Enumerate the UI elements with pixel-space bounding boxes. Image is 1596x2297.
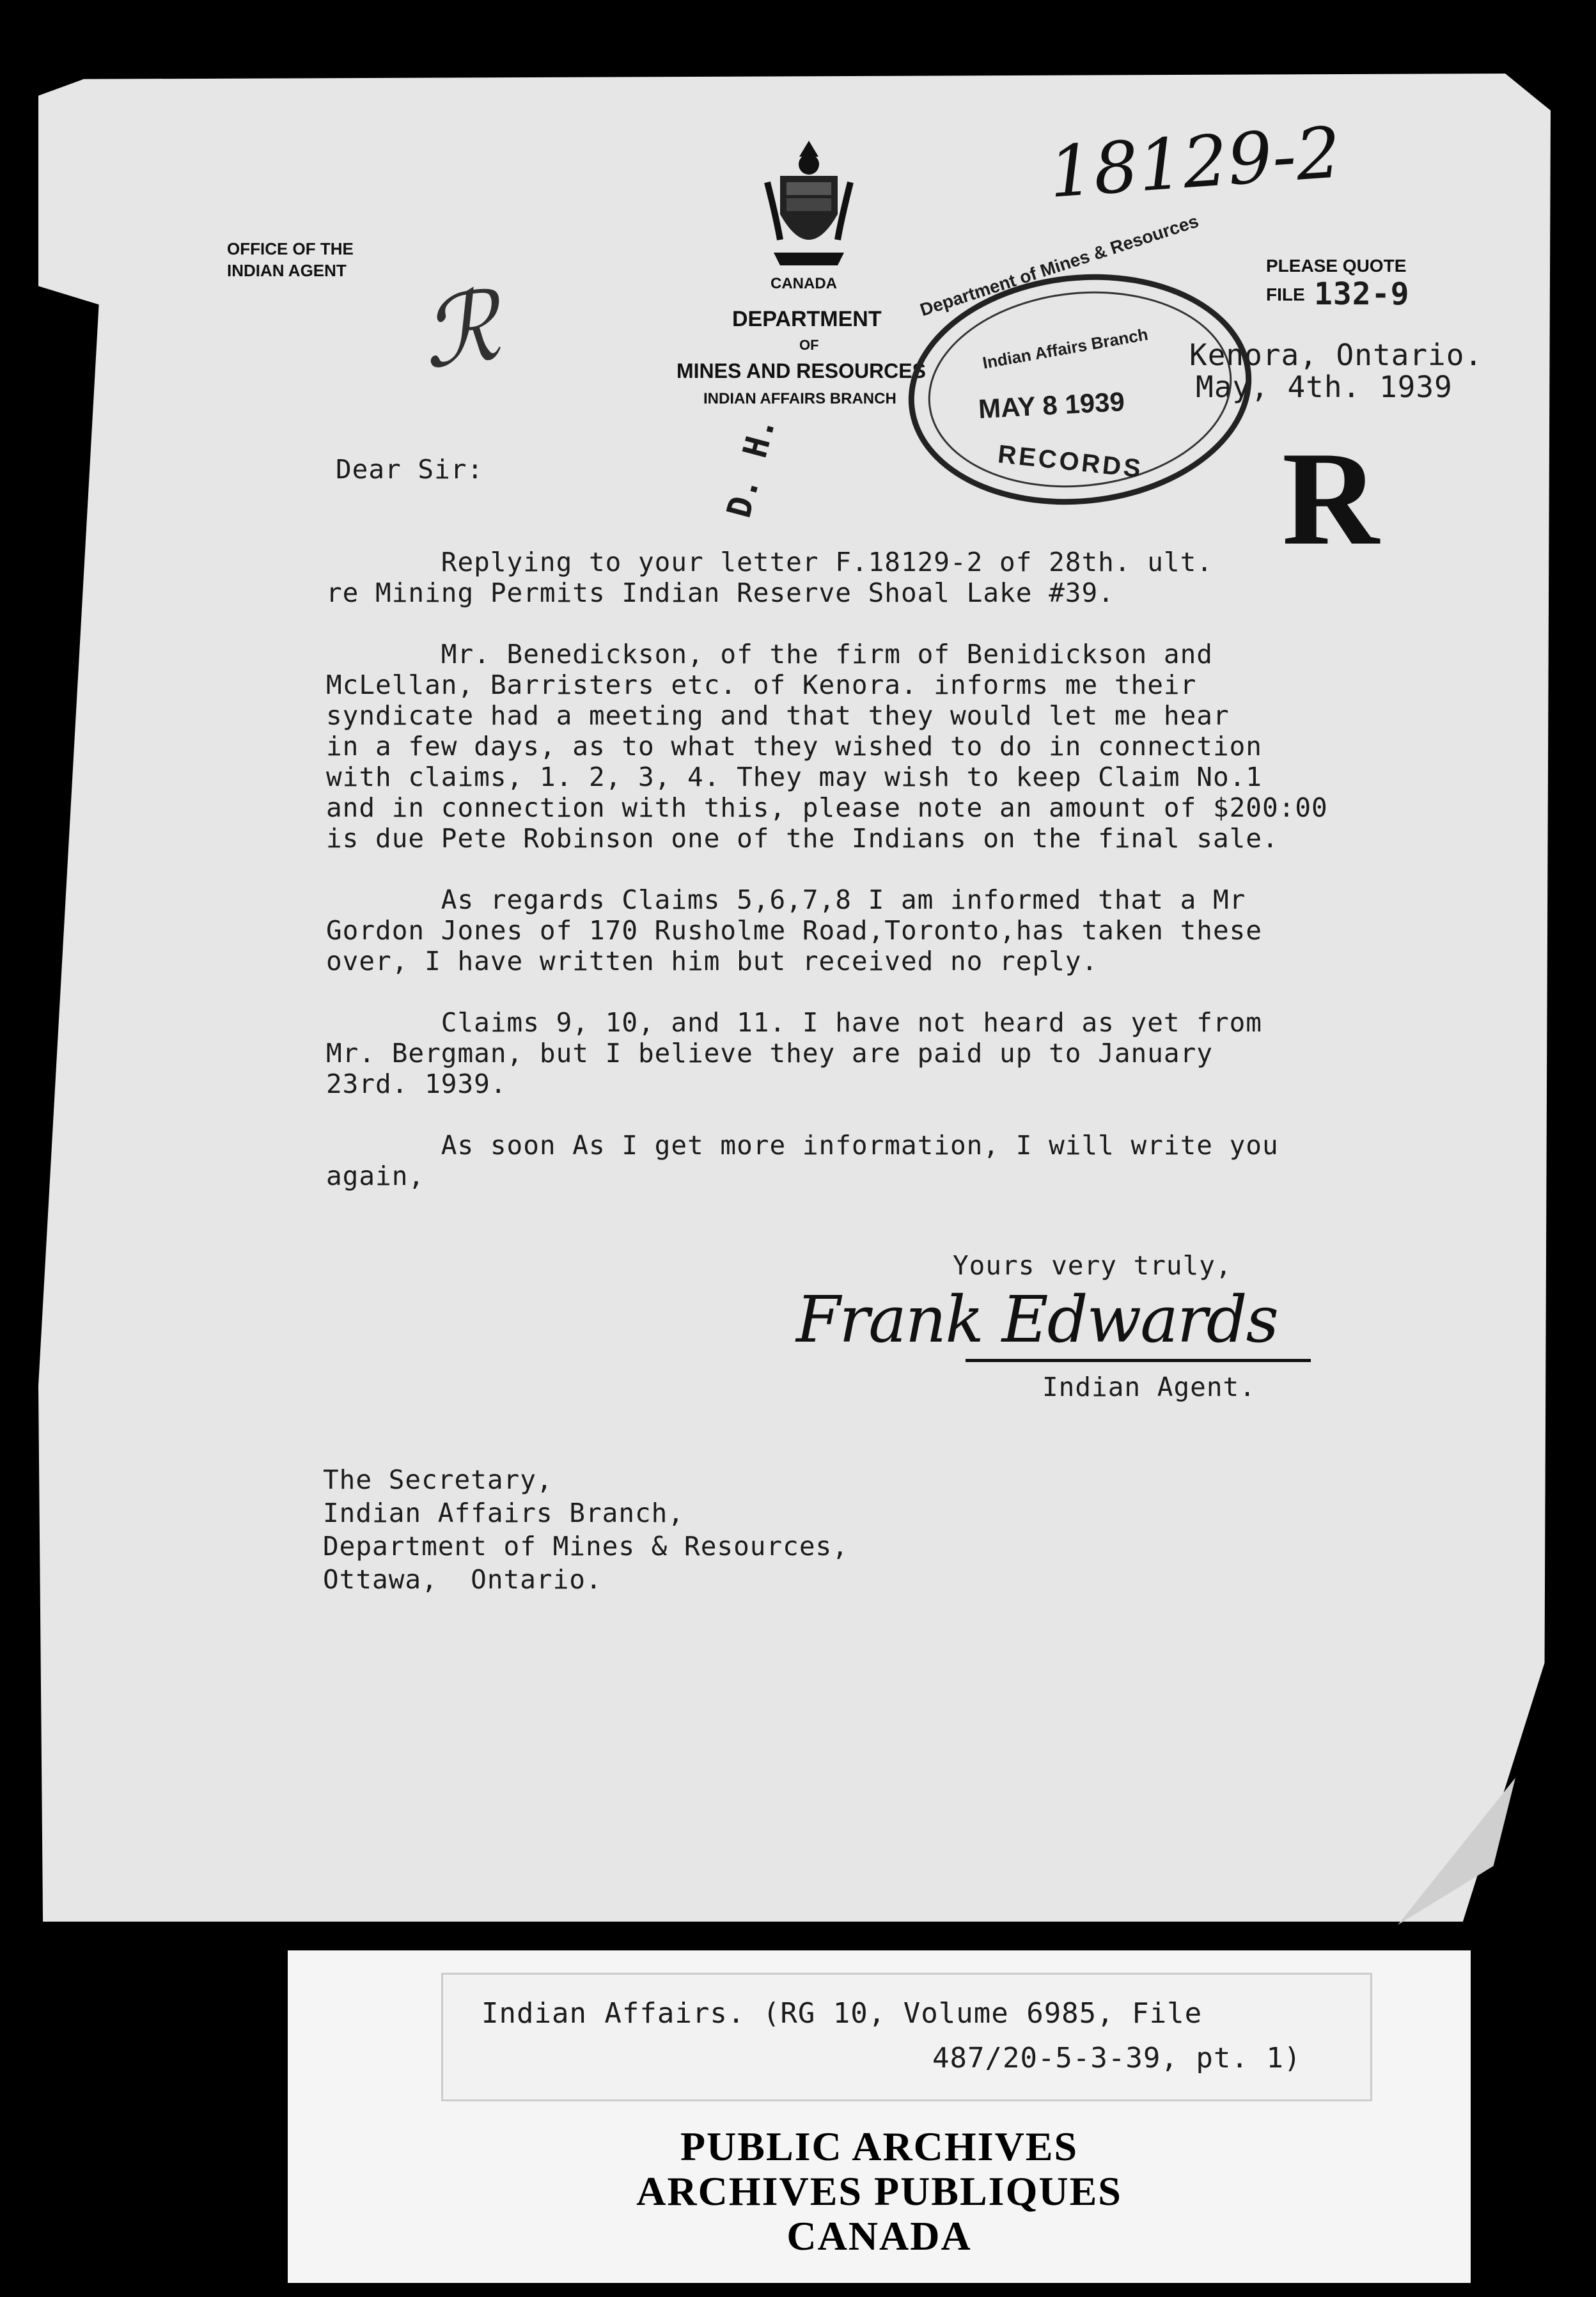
archives-line-2: ARCHIVES PUBLIQUES (636, 2168, 1122, 2214)
archive-reference-label (441, 1973, 1372, 2101)
file-reference: 132-9 (1314, 276, 1410, 312)
body-line: Replying to your letter F.18129-2 of 28th. ult. (326, 547, 1213, 577)
body-line: Mr. Bergman, but I believe they are paid up to January (326, 1038, 1213, 1069)
signature-underline (966, 1359, 1311, 1362)
body-line: Mr. Benedickson, of the firm of Benidickson and (326, 639, 1213, 670)
body-line: with claims, 1. 2, 3, 4. They may wish to keep Claim No.1 (326, 762, 1262, 792)
marginal-note: D. H. (719, 412, 784, 522)
letterhead-of: OF (799, 337, 819, 353)
body-line: in a few days, as to what they wished to do in connection (326, 731, 1262, 762)
body-line: Gordon Jones of 170 Rusholme Road,Toronto,has taken these (326, 915, 1262, 946)
signature: Frank Edwards (796, 1282, 1278, 1357)
archive-label-line-2: 487/20-5-3-39, pt. 1) (932, 2042, 1302, 2074)
body-line: As soon As I get more information, I will write you (326, 1130, 1279, 1161)
body-line: As regards Claims 5,6,7,8 I am informed that a Mr (326, 884, 1246, 915)
addressee-line: Ottawa, Ontario. (323, 1564, 602, 1595)
big-r-stamp: R (1282, 425, 1379, 573)
initials-signature: ℛ (414, 270, 506, 391)
archives-line-3: CANADA (786, 2213, 972, 2259)
body-line (326, 1099, 1328, 1130)
letterhead-department: DEPARTMENT (732, 307, 882, 331)
letterhead-branch: INDIAN AFFAIRS BRANCH (703, 390, 896, 407)
addressee-line: Indian Affairs Branch, (323, 1498, 685, 1528)
body-line: McLellan, Barristers etc. of Kenora. informs me their (326, 670, 1197, 700)
body-line: Claims 9, 10, and 11. I have not heard as yet from (326, 1007, 1262, 1038)
stamp-branch: Indian Affairs Branch (981, 324, 1150, 373)
office-label: OFFICE OF THE INDIAN AGENT (227, 239, 354, 280)
addressee-line: The Secretary, (323, 1464, 553, 1495)
file-label: FILE (1266, 285, 1305, 304)
salutation: Dear Sir: (336, 454, 484, 485)
please-quote: PLEASE QUOTE (1266, 256, 1407, 276)
body-line: 23rd. 1939. (326, 1069, 507, 1099)
body-line: over, I have written him but received no reply. (326, 946, 1099, 976)
body-line: again, (326, 1161, 425, 1191)
body-line (326, 854, 1328, 884)
addressee-line: Department of Mines & Resources, (323, 1531, 849, 1562)
body-line: is due Pete Robinson one of the Indians on the final sale. (326, 823, 1279, 854)
date: May, 4th. 1939 (1196, 370, 1453, 404)
place: Kenora, Ontario. (1189, 338, 1483, 372)
body-line: re Mining Permits Indian Reserve Shoal Lake #39. (326, 577, 1115, 608)
letterhead-ministry: MINES AND RESOURCES (677, 359, 926, 382)
signer-title: Indian Agent. (1042, 1372, 1256, 1402)
body-line: syndicate had a meeting and that they would let me hear (326, 700, 1230, 731)
archives-line-1: PUBLIC ARCHIVES (680, 2124, 1079, 2169)
stamp-department: Department of Mines & Resources (918, 210, 1201, 320)
letterhead-country: CANADA (771, 275, 837, 292)
body-line (326, 608, 1328, 639)
handwritten-file-number: 18129-2 (1046, 111, 1344, 214)
addressee-block (323, 1464, 849, 1597)
letter-body (326, 547, 1328, 1191)
stamp-records: RECORDS (996, 440, 1145, 483)
body-line (326, 976, 1328, 1007)
archive-label-line-1: Indian Affairs. (RG 10, Volume 6985, File (481, 1997, 1203, 2030)
body-line: and in connection with this, please note an amount of $200:00 (326, 792, 1328, 823)
closing: Yours very truly, (953, 1250, 1232, 1281)
stamp-date: MAY 8 1939 (977, 386, 1125, 424)
coat-of-arms-icon (761, 137, 857, 272)
